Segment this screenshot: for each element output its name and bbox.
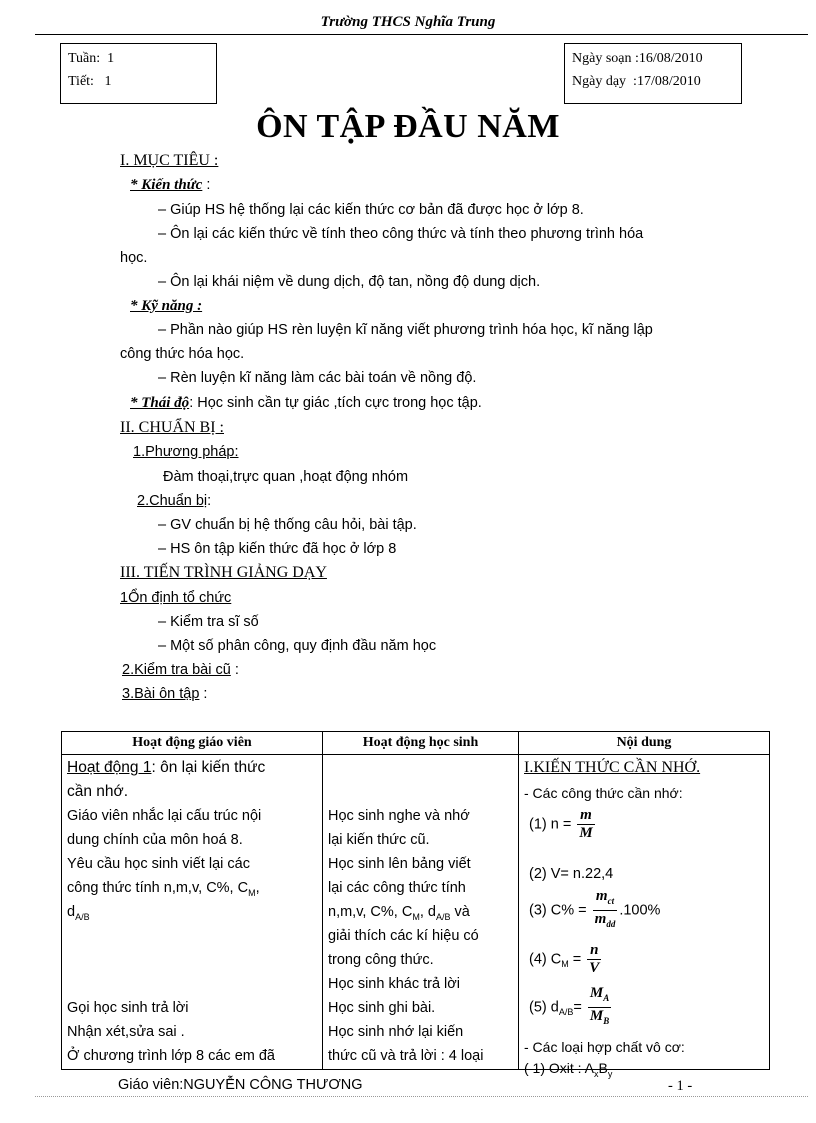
student-cell — [323, 755, 519, 1070]
formula-1-label: (1) n = — [529, 816, 572, 833]
prep-colon: : — [207, 493, 212, 509]
teacher-line-4 — [67, 880, 260, 898]
formula-1-den: M — [579, 825, 593, 841]
compound-oxide — [524, 1060, 612, 1079]
activity-1-rest: : ôn lại kiến thức — [151, 759, 266, 776]
item-3-colon: : — [199, 686, 208, 702]
teach-date-value: 17/08/2010 — [636, 74, 701, 89]
week-period-box — [60, 43, 217, 104]
student-line-5c: và — [450, 904, 470, 920]
table-header-row — [62, 732, 770, 755]
activity-1-label: Hoạt động 1 — [67, 759, 152, 776]
teacher-line-5-sub: A/B — [75, 911, 90, 922]
week-value: 1 — [107, 51, 115, 66]
date-box — [564, 43, 742, 104]
footer-teacher-name: NGUYỄN CÔNG THƯƠNG — [183, 1077, 363, 1093]
item-3-label: 3.Bài ôn tập — [122, 686, 200, 702]
footer-teacher-label: Giáo viên: — [118, 1077, 184, 1093]
formula-5-num — [588, 985, 611, 1008]
formula-3-label: (3) C% = — [529, 902, 587, 919]
content-cell — [519, 755, 770, 1079]
formula-5-den — [588, 1008, 611, 1030]
method-label: 1.Phương pháp: — [133, 444, 239, 460]
skill-item-2: – Rèn luyện kĩ năng làm các bài toán về nồng độ. — [158, 370, 477, 386]
student-line-5b: , d — [419, 904, 436, 920]
method-text: Đàm thoại,trực quan ,hoạt động nhóm — [163, 469, 409, 485]
teacher-line-1: Giáo viên nhắc lại cấu trúc nội — [67, 808, 262, 824]
teacher-line-7: Nhận xét,sửa sai . — [67, 1024, 185, 1040]
oxide-label: ( 1) Oxit : A — [524, 1060, 595, 1076]
formula-4-sub: M — [561, 959, 569, 970]
student-line-9: Học sinh ghi bài. — [328, 1000, 436, 1016]
formula-3-tail: .100% — [619, 902, 661, 919]
formula-5 — [529, 985, 613, 1030]
formula-5-den-sub: B — [603, 1016, 610, 1026]
formula-5-den-m: M — [589, 1008, 604, 1024]
knowledge-item-2b: học. — [120, 250, 148, 266]
school-header: Trường THCS Nghĩa Trung — [320, 14, 496, 30]
section-2-heading: II. CHUẨN BỊ : — [120, 419, 224, 436]
week-row — [68, 47, 114, 70]
header-divider — [35, 34, 808, 35]
prep-item-2: – HS ôn tập kiến thức đã học ở lớp 8 — [158, 541, 397, 557]
teacher-cell — [62, 755, 323, 1070]
item-2-label: 2.Kiểm tra bài cũ — [122, 662, 231, 678]
oxide-sub-x: x — [594, 1068, 599, 1079]
period-value: 1 — [104, 74, 112, 89]
student-line-4: lại các công thức tính — [328, 880, 466, 896]
formula-4 — [529, 942, 603, 977]
formula-5-eq: = — [573, 999, 582, 1016]
formula-5-num-m: M — [589, 985, 604, 1001]
student-line-1: Học sinh nghe và nhớ — [328, 808, 470, 824]
activity-table — [61, 731, 770, 1079]
skill-item-1a: – Phần nào giúp HS rèn luyện kĩ năng viết phương trình hóa học, kĩ năng lập — [158, 322, 653, 338]
student-line-7: trong công thức. — [328, 952, 434, 968]
formula-3 — [529, 888, 660, 933]
formula-5-label: (5) d — [529, 999, 559, 1016]
student-line-5-sub1: M — [412, 911, 420, 922]
knowledge-colon: : — [202, 177, 211, 193]
formula-5-fraction — [588, 985, 611, 1030]
formula-4-num: n — [587, 942, 601, 960]
item-1b: – Một số phân công, quy định đầu năm học — [158, 638, 437, 654]
prep-item-1: – GV chuẩn bị hệ thống câu hỏi, bài tập. — [158, 517, 417, 533]
activity-1-title — [67, 759, 265, 777]
item-1a: – Kiểm tra sĩ số — [158, 614, 259, 630]
teacher-line-3: Yêu cầu học sinh viết lại các — [67, 856, 250, 872]
formula-5-num-sub: A — [603, 993, 610, 1003]
oxide-b: B — [598, 1060, 608, 1076]
skill-label: * Kỹ năng : — [130, 298, 203, 314]
teacher-line-2: dung chính của môn hoá 8. — [67, 832, 243, 848]
footer-divider — [35, 1096, 808, 1097]
student-line-3: Học sinh lên bảng viết — [328, 856, 471, 872]
prep-date-label: Ngày soạn : — [572, 51, 639, 66]
knowledge-row — [130, 177, 210, 194]
teacher-line-4-sub: M — [248, 887, 256, 898]
item-2-row — [122, 662, 239, 678]
formula-4-fraction — [587, 942, 601, 977]
student-line-6: giải thích các kí hiệu có — [328, 928, 479, 944]
student-line-2: lại kiến thức cũ. — [328, 832, 430, 848]
header-content: Nội dung — [519, 732, 770, 755]
knowledge-item-2a: – Ôn lại các kiến thức về tính theo công thức và tính theo phương trình hóa — [158, 226, 644, 242]
prep-label: 2.Chuẩn bị — [137, 493, 208, 509]
student-line-5 — [328, 904, 470, 922]
teacher-line-5a: d — [67, 904, 76, 920]
header-teacher: Hoạt động giáo viên — [62, 732, 323, 755]
prep-row — [137, 493, 211, 509]
teacher-line-8: Ở chương trình lớp 8 các em đã — [67, 1048, 275, 1064]
teacher-line-4a: công thức tính n,m,v, C%, C — [67, 880, 249, 896]
content-intro: - Các công thức cần nhớ: — [524, 785, 683, 801]
student-line-8: Học sinh khác trả lời — [328, 976, 461, 992]
teacher-line-6: Gọi học sinh trả lời — [67, 1000, 189, 1016]
teacher-line-4b: , — [255, 880, 260, 896]
period-row — [68, 70, 111, 93]
prep-date-value: 16/08/2010 — [638, 51, 703, 66]
item-3-row — [122, 686, 207, 702]
formula-4-label: (4) C — [529, 951, 562, 968]
attitude-row — [130, 395, 482, 412]
page-number: - 1 - — [668, 1078, 693, 1094]
formula-3-num-sub: ct — [607, 896, 615, 906]
teacher-line-5 — [67, 904, 90, 922]
item-1-label: 1Ổn định tổ chức — [120, 590, 232, 606]
formula-3-den-sub: dd — [606, 919, 616, 929]
formula-5-sub: A/B — [558, 1007, 574, 1018]
section-1-heading: I. MỤC TIÊU : — [120, 152, 219, 169]
section-3-heading: III. TIẾN TRÌNH GIẢNG DẠY — [120, 564, 327, 581]
formula-3-den — [593, 911, 618, 933]
student-line-5-sub2: A/B — [435, 911, 451, 922]
formula-1 — [529, 807, 597, 842]
page-title: ÔN TẬP ĐẦU NĂM — [256, 108, 560, 145]
student-line-11: thức cũ và trả lời : 4 loại — [328, 1048, 484, 1064]
attitude-text: : Học sinh cần tự giác ,tích cực trong học tập. — [189, 395, 482, 411]
teach-date-row — [572, 70, 701, 93]
week-label: Tuần: — [68, 51, 101, 66]
table-row — [62, 755, 770, 1070]
student-line-10: Học sinh nhớ lại kiến — [328, 1024, 464, 1040]
skill-item-1b: công thức hóa học. — [120, 346, 245, 362]
formula-3-num-m: m — [595, 888, 608, 904]
formula-1-num: m — [577, 807, 594, 825]
knowledge-item-1: – Giúp HS hệ thống lại các kiến thức cơ bản đã được học ở lớp 8. — [158, 202, 584, 218]
formula-4-den: V — [589, 960, 600, 976]
teach-date-label: Ngày dạy : — [572, 74, 637, 89]
footer-teacher — [118, 1077, 363, 1093]
content-heading: I.KIẾN THỨC CẦN NHỚ. — [524, 759, 701, 776]
item-2-colon: : — [230, 662, 239, 678]
compound-types: - Các loại hợp chất vô cơ: — [524, 1039, 685, 1055]
formula-3-num — [593, 888, 618, 911]
activity-1-title-2: cần nhớ. — [67, 783, 129, 800]
period-label: Tiết: — [68, 74, 94, 89]
knowledge-item-3: – Ôn lại khái niệm về dung dịch, độ tan, nồng độ dung dịch. — [158, 274, 541, 290]
attitude-label: * Thái độ — [130, 395, 190, 411]
prep-date-row — [572, 47, 703, 70]
header-student: Hoạt động học sinh — [323, 732, 519, 755]
knowledge-label: * Kiến thức — [130, 177, 203, 193]
oxide-sub-y: y — [607, 1068, 613, 1079]
formula-3-den-m: m — [594, 911, 607, 927]
formula-4-eq: = — [568, 951, 582, 968]
formula-2: (2) V= n.22,4 — [529, 866, 614, 882]
student-line-5a: n,m,v, C%, C — [328, 904, 413, 920]
formula-3-fraction — [593, 888, 618, 933]
formula-1-fraction — [577, 807, 594, 842]
